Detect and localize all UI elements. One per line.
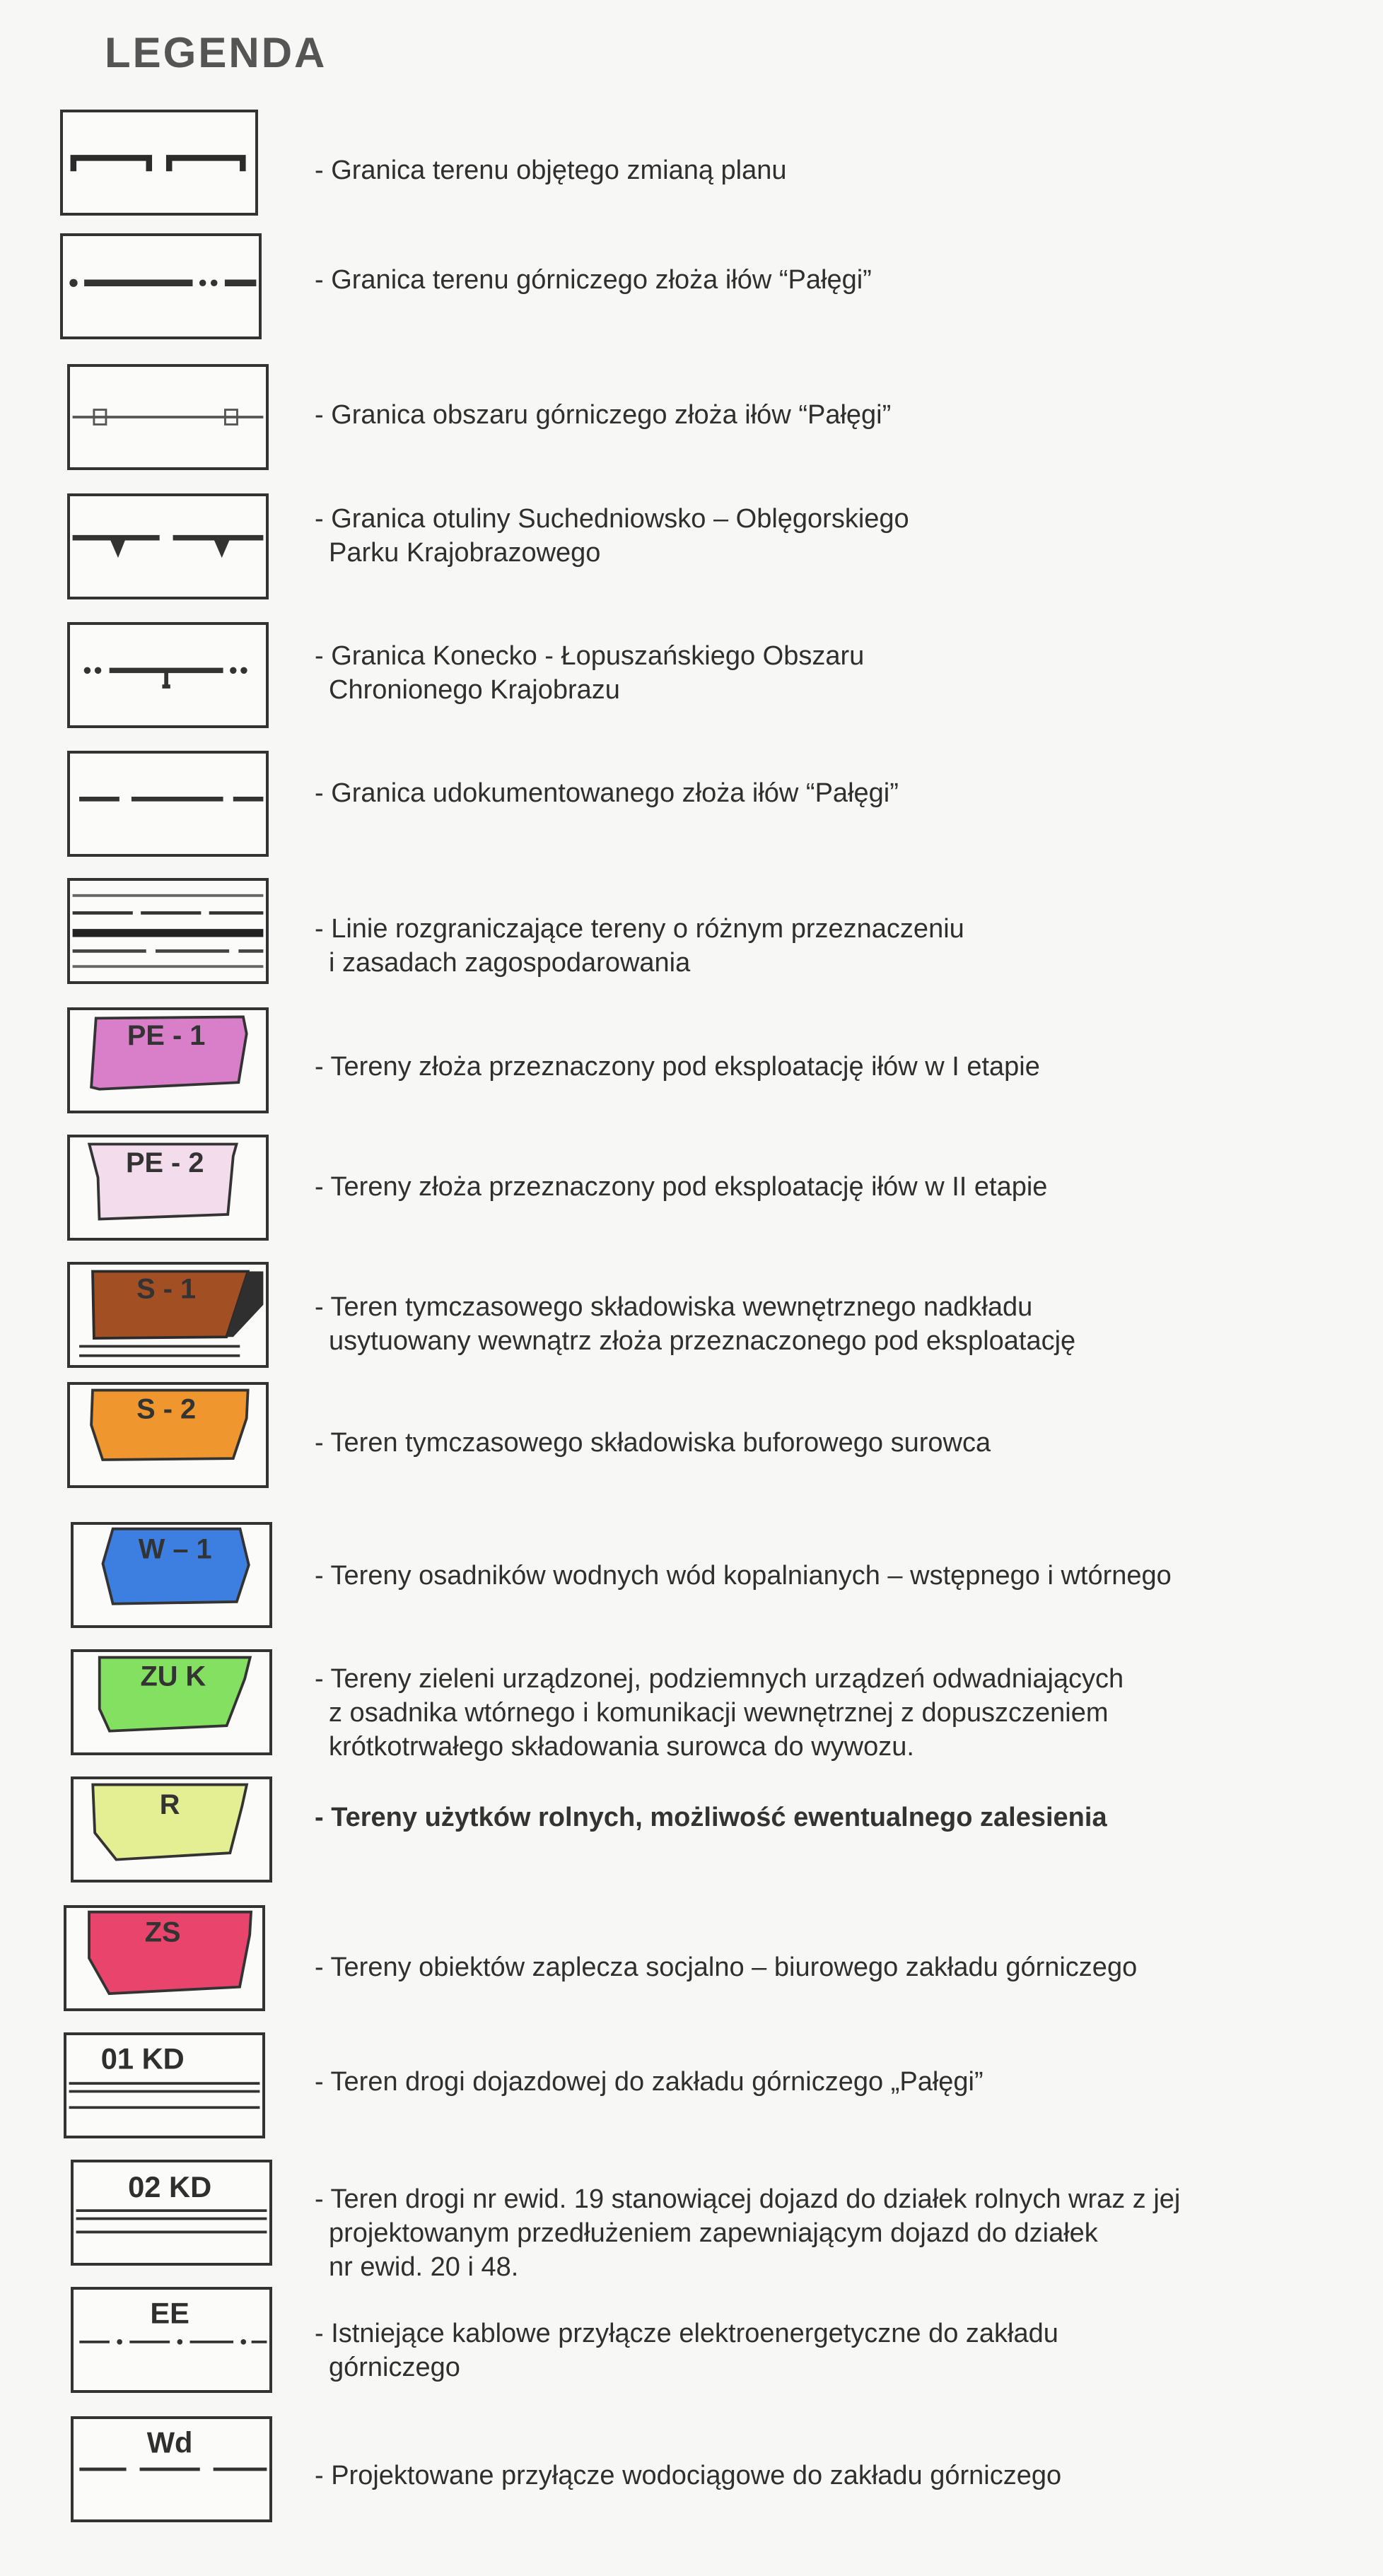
01-kd-symbol: [64, 2032, 265, 2138]
pe-1-symbol: [67, 1007, 269, 1113]
legend-item-description: - Granica terenu objętego zmianą planu: [315, 156, 787, 185]
02-kd-symbol: [71, 2160, 272, 2266]
s-2-symbol: [67, 1382, 269, 1488]
legend-item-description: - Teren tymczasowego składowiska wewnętrznego nadkładu usytuowany wewnątrz złoża przeznaczonego pod eksploatację: [315, 1292, 1076, 1356]
legend-item-description: - Granica terenu górniczego złoża iłów “Pałęgi”: [315, 265, 872, 295]
deposit-boundary-symbol: [67, 751, 269, 857]
zs-symbol: [64, 1905, 265, 2011]
r-label: R: [159, 1789, 180, 1821]
02-kd-label: 02 KD: [128, 2170, 212, 2204]
mining-area-boundary-symbol: [67, 364, 269, 470]
legend-item-description: - Projektowane przyłącze wodociągowe do zakładu górniczego: [315, 2461, 1062, 2490]
legend-item-description: - Linie rozgraniczające tereny o różnym przeznaczeniu i zasadach zagospodarowania: [315, 914, 964, 978]
legend-item-description: - Granica udokumentowanego złoża iłów “Pałęgi”: [315, 778, 899, 808]
protected-landscape-boundary-symbol: [67, 622, 269, 728]
legend-item-description: - Teren drogi dojazdowej do zakładu górniczego „Pałęgi”: [315, 2067, 984, 2097]
w-1-label: W – 1: [138, 1533, 212, 1565]
w-1-symbol: [71, 1522, 272, 1628]
zu-k-symbol: [71, 1649, 272, 1755]
legend-item-description: - Teren tymczasowego składowiska buforowego surowca: [315, 1428, 991, 1458]
legend-item-description: - Tereny zieleni urządzonej, podziemnych urządzeń odwadniających z osadnika wtórnego i komunikacji wewnętrznej z dopuszczeniem krótkotrwałego składowania surowca do wywozu.: [315, 1664, 1124, 1762]
pe-1-label: PE - 1: [127, 1020, 206, 1052]
01-kd-label: 01 KD: [100, 2042, 185, 2076]
legend-item-description: - Tereny złoża przeznaczony pod eksploatację iłów w I etapie: [315, 1052, 1040, 1082]
pe-2-label: PE - 2: [126, 1147, 204, 1179]
plan-boundary-symbol: [60, 110, 258, 216]
zs-label: ZS: [144, 1916, 181, 1948]
legend-item-description: - Granica otuliny Suchedniowsko – Oblęgorskiego Parku Krajobrazowego: [315, 504, 909, 568]
legend-item-description: - Granica Konecko - Łopuszańskiego Obszaru Chronionego Krajobrazu: [315, 641, 865, 705]
legend-item-description: - Istniejące kablowe przyłącze elektroenergetyczne do zakładu górniczego: [315, 2319, 1058, 2382]
legend-item-description: - Tereny osadników wodnych wód kopalnianych – wstępnego i wtórnego: [315, 1561, 1172, 1591]
legend-item-description: - Teren drogi nr ewid. 19 stanowiącej dojazd do działek rolnych wraz z jej projektowanym przedłużeniem zapewniającym dojazd do działek nr ewid. 20 i 48.: [315, 2184, 1181, 2282]
legend-item-description: - Granica obszaru górniczego złoża iłów “Pałęgi”: [315, 400, 892, 430]
s-2-label: S - 2: [136, 1393, 197, 1425]
legend-item-description: - Tereny złoża przeznaczony pod eksploatację iłów w II etapie: [315, 1172, 1048, 1202]
r-symbol: [71, 1776, 272, 1883]
mining-terrain-boundary-symbol: [60, 233, 262, 339]
division-lines-symbol: [67, 878, 269, 984]
pe-2-symbol: [67, 1135, 269, 1241]
legend-item-description: - Tereny obiektów zaplecza socjalno – biurowego zakładu górniczego: [315, 1953, 1138, 1982]
ee-symbol: [71, 2287, 272, 2393]
s-1-symbol: [67, 1262, 269, 1368]
ee-label: EE: [150, 2296, 189, 2330]
wd-label: Wd: [146, 2425, 193, 2459]
s-1-label: S - 1: [136, 1273, 197, 1305]
legend-item-description: - Tereny użytków rolnych, możliwość ewentualnego zalesienia: [315, 1803, 1107, 1832]
wd-symbol: [71, 2416, 272, 2522]
park-buffer-boundary-symbol: [67, 493, 269, 599]
legend-title: LEGENDA: [105, 29, 327, 76]
zu-k-label: ZU K: [140, 1661, 206, 1692]
